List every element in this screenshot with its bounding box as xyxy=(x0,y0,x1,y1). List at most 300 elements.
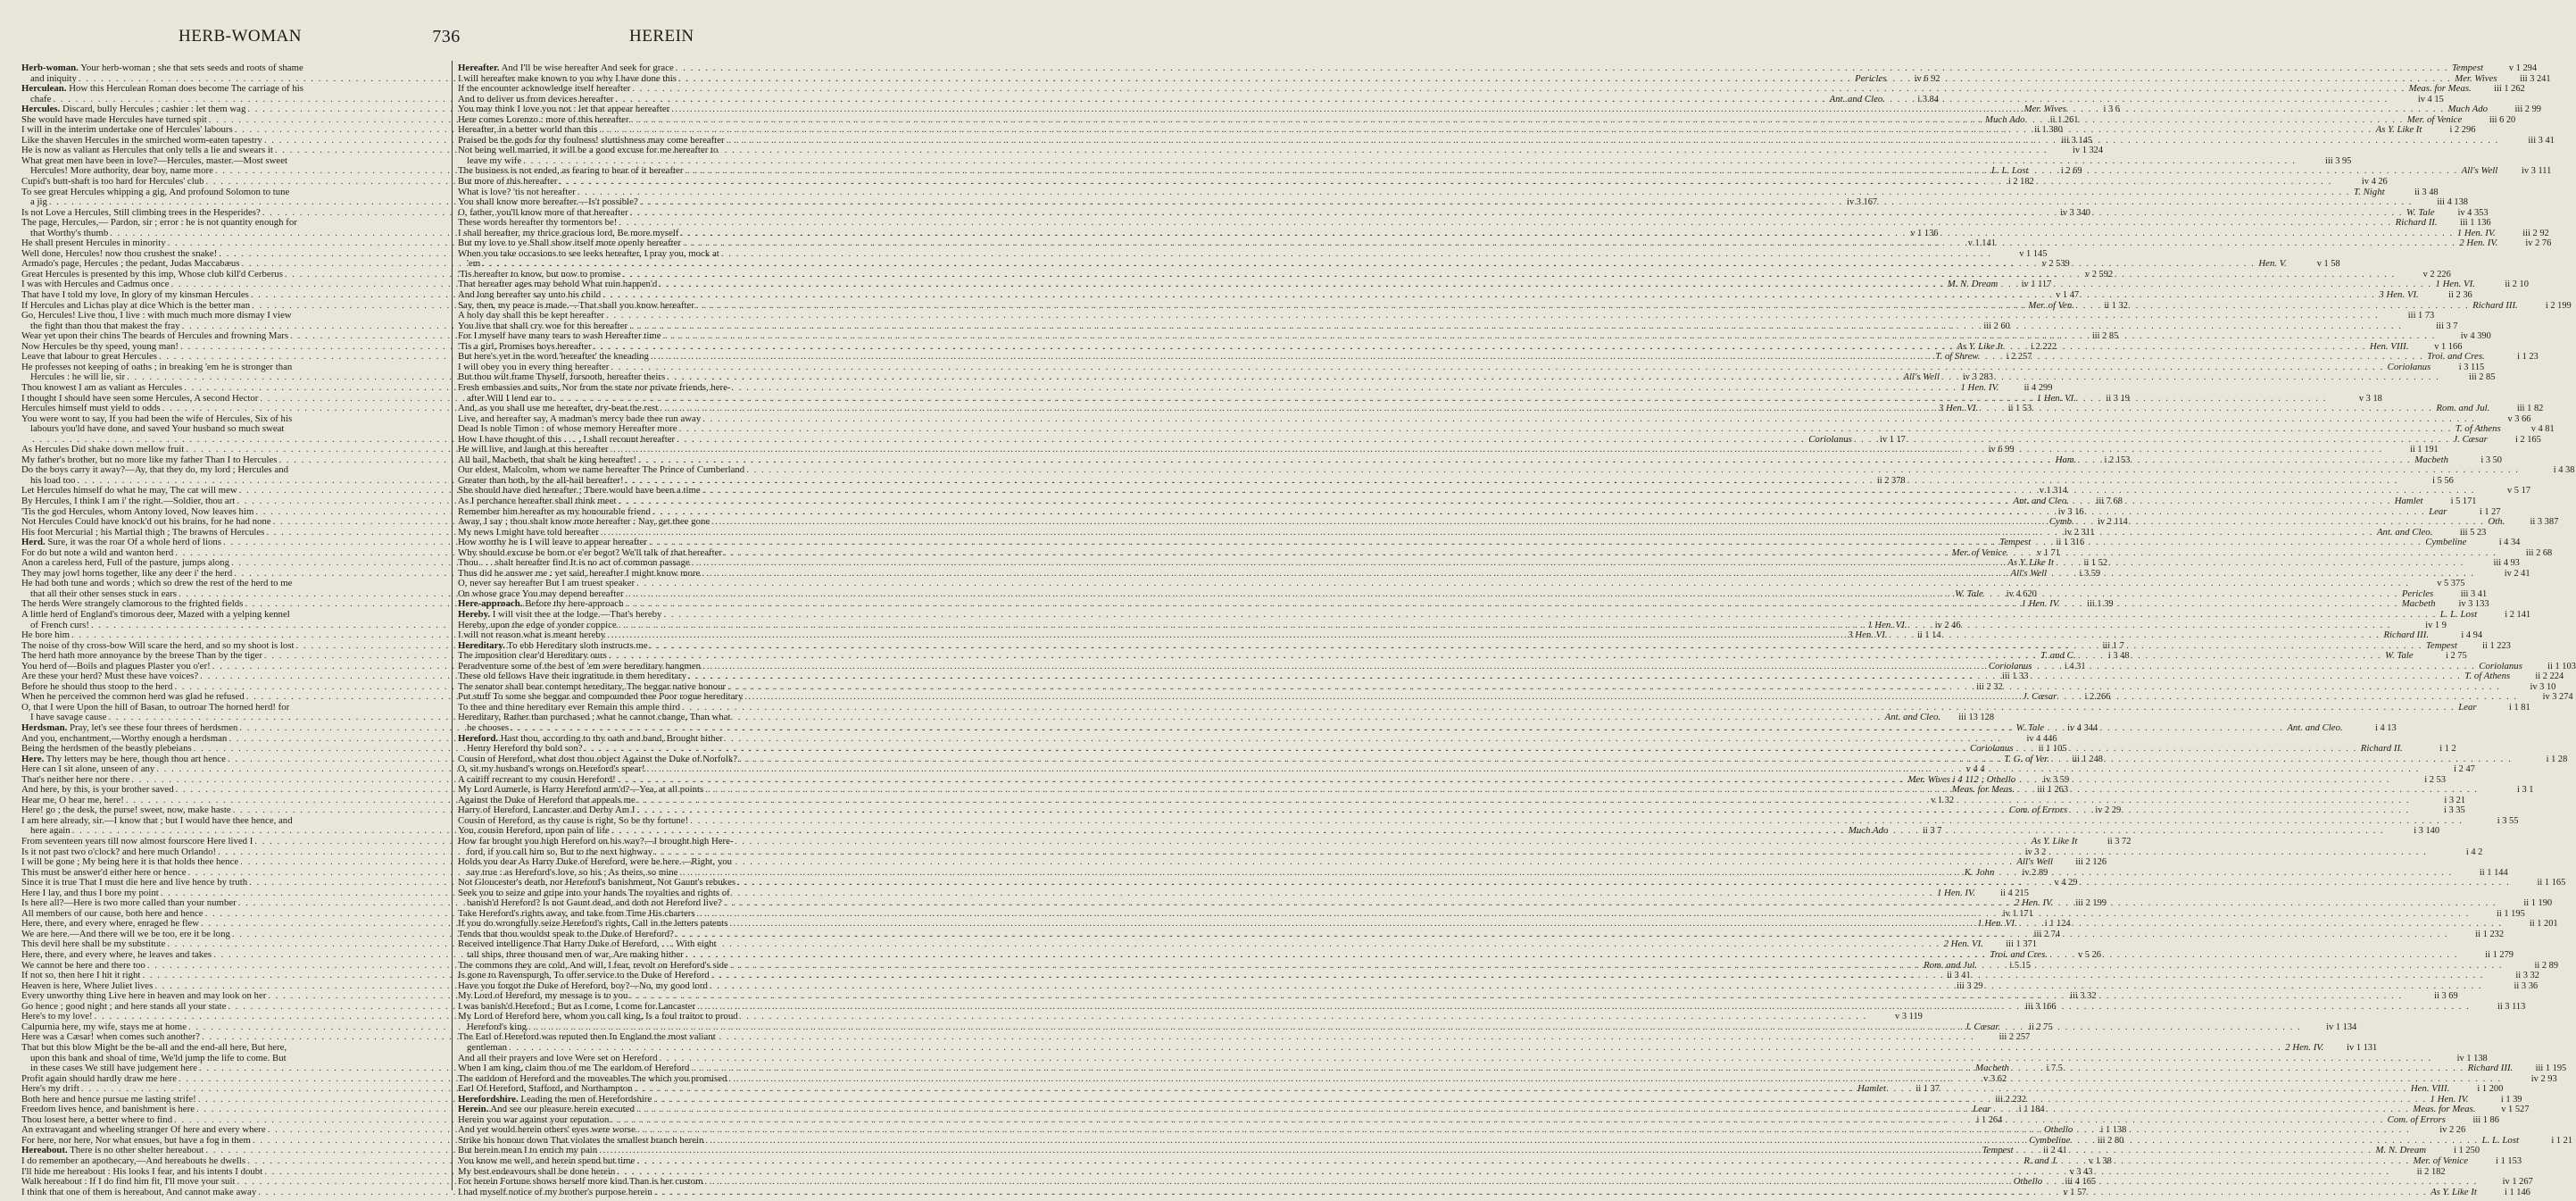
act-scene-line: iv 2 89 xyxy=(2022,867,2048,878)
leader-dots xyxy=(647,538,2423,548)
quotation: the fight than thou that makest the fray xyxy=(30,320,180,331)
act-scene-line: iv 4 26 xyxy=(2361,177,2388,188)
quotation: Not being well married, it will be a good excuse for me hereafter to xyxy=(458,145,719,156)
act-scene-line: i 2 165 xyxy=(2514,434,2541,445)
quotation: But here's yet in the word 'hereafter' the kneading xyxy=(458,351,649,363)
quotation: I will be gone ; My being here it is that holds thee hence xyxy=(21,856,239,868)
act-scene-line: i 2 182 xyxy=(2007,177,2034,188)
play-title: Coriolanus xyxy=(1969,743,2014,755)
act-scene-line: ii 1 105 xyxy=(2038,744,2067,755)
act-scene-line: v 3 66 xyxy=(2507,413,2531,424)
quotation: Fresh embassies and suits, Nor from the state nor private friends, here- xyxy=(458,381,731,393)
play-title: L. L. Lost xyxy=(2481,1134,2520,1146)
act-scene-line: i 1 28 xyxy=(2546,754,2568,764)
act-scene-line: i 2 53 xyxy=(2424,774,2446,785)
quotation: Dead Is noble Timon : of whose memory Hereafter more xyxy=(458,423,677,435)
quotation: O, that I were Upon the hill of Basan, to outroar The horned herd! for xyxy=(21,701,290,713)
act-scene-line: i 1 184 xyxy=(2018,1105,2045,1115)
act-scene-line: i 4 13 xyxy=(2375,723,2397,733)
leader-dots xyxy=(630,84,2406,95)
quotation: chafe xyxy=(30,93,52,104)
play-title: Com. of Errors xyxy=(2387,1113,2446,1125)
act-scene-line: iii 3 32 xyxy=(2070,991,2097,1002)
quotation: And yet would herein others' eyes were worse xyxy=(458,1124,636,1136)
play-title: Ant. and Cleo. xyxy=(2287,722,2343,733)
play-title: Rom. and Jul. xyxy=(2436,403,2490,414)
quotation: This devil here shall be my substitute xyxy=(21,938,166,950)
act-scene-line: iv 1 131 xyxy=(2347,1042,2378,1053)
act-scene-line: i 3 50 xyxy=(2480,455,2502,465)
play-title: Hamlet xyxy=(1857,1083,1886,1095)
quotation: That's neither here nor there xyxy=(21,773,130,785)
play-title: T. of Athens xyxy=(2464,671,2511,682)
quotation: He had both tune and words ; which so drew the rest of the herd to me xyxy=(21,578,293,589)
quotation: If the encounter acknowledge itself hereafter xyxy=(458,83,631,95)
act-scene-line: ii 2 182 xyxy=(2416,1166,2446,1177)
quotation: He is now as valiant as Hercules that only tells a lie and swears it xyxy=(21,145,273,156)
act-scene-line: v 5 26 xyxy=(2078,950,2101,961)
act-scene-line: iii 2 232 xyxy=(1995,1094,2027,1105)
play-title: Richard III. xyxy=(2472,299,2518,311)
act-scene-line: iii 3 95 xyxy=(2324,155,2352,166)
act-scene-line: iv 3 10 xyxy=(2530,681,2556,692)
quotation: And see our pleasure herein executed xyxy=(490,1104,635,1115)
quotation: Greater than both, by the all-hail hereafter! xyxy=(458,474,624,486)
play-title: 1 Hen. IV. xyxy=(2456,227,2496,238)
act-scene-line: iv 2 93 xyxy=(2530,1073,2557,1084)
quotation: He professes not keeping of oaths ; in breaking 'em he is stronger than xyxy=(21,361,293,372)
act-scene-line: iv 4 390 xyxy=(2460,331,2491,342)
act-scene-line: ii 1 201 xyxy=(2529,919,2558,930)
act-scene-line: i 4 38 xyxy=(2553,465,2575,476)
play-title: W. Tale xyxy=(2406,206,2435,218)
act-scene-line: i 3 48 xyxy=(2107,651,2130,662)
play-title: All's Well xyxy=(2010,567,2048,579)
act-scene-line: v 5 375 xyxy=(2437,579,2465,589)
quotation: An extravagant and wheeling stranger Of here and every where xyxy=(21,1124,266,1136)
play-title: Hen. VIII. xyxy=(2369,340,2409,352)
act-scene-line: iv 4 620 xyxy=(2006,588,2037,599)
quotation: Leave that labour to great Hercules xyxy=(21,351,157,363)
play-title: Coriolanus xyxy=(2479,660,2522,671)
leader-dots xyxy=(669,104,2446,115)
act-scene-line: iv 1 17 xyxy=(1879,434,1906,445)
quotation: You shall know more hereafter.—Is't possible? xyxy=(458,196,638,208)
act-scene-line: i 1 138 xyxy=(2100,1125,2127,1136)
play-title: W. Tale xyxy=(2385,650,2414,662)
act-scene-line: i 1 23 xyxy=(2517,352,2539,363)
act-scene-line: i 3 21 xyxy=(2444,795,2466,805)
act-scene-line: i 5 171 xyxy=(2450,496,2477,506)
act-scene-line: iii 3 29 xyxy=(1957,980,1983,991)
leader-dots xyxy=(689,1063,2465,1074)
act-scene-line: i 4 2 xyxy=(2465,847,2483,857)
quotation: Herein you war against your reputation xyxy=(458,1113,610,1125)
quotation: But herein mean I to enrich my pain xyxy=(458,1145,598,1156)
act-scene-line: ii 3 48 xyxy=(2414,187,2439,197)
act-scene-line: iii 2 74 xyxy=(2033,929,2061,939)
quotation: Both here and hence pursue me lasting strife! xyxy=(21,1093,196,1105)
play-title: T. of Athens xyxy=(2455,423,2501,435)
quotation: I will visit thee at the lodge.—That's hereby xyxy=(492,608,662,620)
play-title: Tempest xyxy=(2425,639,2457,651)
act-scene-line: iv 2 26 xyxy=(2439,1125,2466,1136)
act-scene-line: iv 3 59 xyxy=(2043,774,2070,785)
quotation: Since it is true That I must die here and live hence by truth xyxy=(21,877,248,888)
headword: Here-approach. xyxy=(458,598,523,610)
act-scene-line: v 3 43 xyxy=(2069,1166,2093,1177)
quotation: Here was a Cæsar! when comes such another? xyxy=(21,1031,200,1043)
quotation: O, never say hereafter But I am truest speaker xyxy=(458,578,636,589)
quotation: As Hercules Did shake down mellow fruit xyxy=(21,444,185,455)
quotation: I will hereafter make known to you why I have done this xyxy=(458,72,677,84)
leader-dots xyxy=(616,496,2392,507)
act-scene-line: i 3 140 xyxy=(2414,826,2440,837)
play-title: Mer. of Ven. xyxy=(2028,299,2074,311)
act-scene-line: v 4 4 xyxy=(1965,764,1985,775)
quotation-line xyxy=(21,84,445,95)
act-scene-line: ii 1 223 xyxy=(2482,640,2511,651)
quotation: I shall hereafter, my thrice gracious lord, Be more myself xyxy=(458,227,679,238)
play-title: Othello xyxy=(2013,1176,2043,1188)
play-title: J. Cæsar xyxy=(1965,1021,1999,1032)
play-title: 1 Hen. IV. xyxy=(1936,887,1975,898)
quotation: 'em xyxy=(467,258,481,270)
act-scene-line: i 1 264 xyxy=(1976,1114,2003,1125)
play-title: Ant. and Cleo. xyxy=(2013,495,2069,506)
play-title: As Y. Like It xyxy=(2007,557,2055,569)
act-scene-line: i 3 1 xyxy=(2516,785,2534,796)
leader-dots xyxy=(661,610,2438,621)
act-scene-line: ii 1 380 xyxy=(2034,125,2063,136)
quotation: Are these your herd? Must these have voices? xyxy=(21,671,199,682)
quotation: 'Tis the god Hercules, whom Antony loved, Now leaves him xyxy=(21,505,254,517)
act-scene-line: ii 3 19 xyxy=(2106,393,2130,404)
leader-dots xyxy=(674,63,2450,74)
act-scene-line: iii 2 85 xyxy=(2091,331,2119,342)
quotation: Calpurnia here, my wife, stays me at home xyxy=(21,1021,187,1032)
act-scene-line: iii 1 39 xyxy=(2087,599,2114,610)
act-scene-line: i 4 34 xyxy=(2498,538,2521,548)
act-scene-line: ii 2 224 xyxy=(2535,671,2564,682)
quotation: That hereafter ages may behold What ruin happen'd xyxy=(458,279,658,290)
act-scene-line: iii 3 145 xyxy=(2061,135,2093,146)
act-scene-line: i 1 153 xyxy=(2496,1155,2522,1166)
headword: Herefordshire. xyxy=(458,1093,519,1105)
quotation: For herein Fortune shows herself more kind Than is her custom xyxy=(458,1176,703,1188)
quotation: When he perceived the common herd was glad he refused xyxy=(21,691,245,703)
quotation: Against the Duke of Hereford that appeals me xyxy=(458,794,636,805)
quotation: For do but note a wild and wanton herd xyxy=(21,546,174,558)
quotation: My Lord Aumerle, is Harry Hereford arm'd?—Yea, at all points xyxy=(458,784,704,796)
act-scene-line: i 2 199 xyxy=(2545,300,2572,311)
act-scene-line: iv 3 274 xyxy=(2542,692,2573,703)
quotation: He bore him xyxy=(21,630,70,641)
leader-dots xyxy=(665,372,2441,383)
leader-dots xyxy=(725,136,2501,146)
quotation: The senator shall bear contempt hereditary, The beggar native honour xyxy=(458,680,727,692)
quotation: Say, then, my peace is made.—That shall you know hereafter xyxy=(458,299,694,311)
quotation: The imposition clear'd Hereditary ours xyxy=(458,650,607,662)
quotation: banish'd Hereford? Is not Gaunt dead, and doth not Hereford live? xyxy=(467,897,722,909)
quotation: Every unworthy thing Live here in heaven and may look on her xyxy=(21,990,267,1002)
leader-dots xyxy=(509,723,2285,734)
quotation: leave my wife xyxy=(467,154,522,166)
headword: Hereabout. xyxy=(21,1145,68,1156)
act-scene-line: iii 3 166 xyxy=(2024,1001,2057,1012)
play-title: Much Ado xyxy=(2447,104,2488,115)
quotation: The noise of thy cross-bow Will scare the herd, and so my shoot is lost xyxy=(21,639,295,651)
quotation: in these cases We still have judgement here xyxy=(30,1063,197,1074)
play-title: 1 Hen. IV. xyxy=(2021,598,2060,610)
act-scene-line: v 4 29 xyxy=(2054,878,2078,888)
quotation-text xyxy=(21,84,303,95)
act-scene-line: iii 4 93 xyxy=(2493,558,2520,569)
quotation: Thou knowest I am as valiant as Hercules xyxy=(21,381,183,393)
act-scene-line: iii 2 32 xyxy=(1976,681,2003,692)
quotation: of French curs! xyxy=(30,619,89,630)
act-scene-line: iii 2 80 xyxy=(2097,1135,2124,1146)
play-title: 1 Hen. IV. xyxy=(2430,1093,2469,1105)
play-title: Cymbeline xyxy=(2425,537,2467,548)
act-scene-line: iv 4 446 xyxy=(2026,733,2057,744)
leader-dots xyxy=(604,311,2381,321)
quotation: Cupid's butt-shaft is too hard for Hercules' club xyxy=(21,176,204,188)
quotation: For I myself have many tears to wash Hereafter time xyxy=(458,330,661,342)
act-scene-line: i 1 146 xyxy=(2504,1187,2530,1197)
leader-dots xyxy=(583,744,2359,755)
play-title: Macbeth xyxy=(2414,454,2448,465)
quotation: say true : as Hereford's love, so his ; As theirs, so mine xyxy=(467,866,678,878)
act-scene-line: i 3 6 xyxy=(2103,104,2120,115)
quotation: When I am king, claim thou of me The earldom of Hereford xyxy=(458,1063,690,1074)
act-scene-line: iii 1 371 xyxy=(2006,939,2037,950)
act-scene-line: v 1 38 xyxy=(2088,1155,2112,1166)
quotation: You were wont to say, If you had been the wife of Hercules, Six of his xyxy=(21,413,293,424)
leader-dots xyxy=(605,630,2381,641)
quotation: Like the shaven Hercules in the smirched worm-eaten tapestry xyxy=(21,134,262,146)
play-title: Pericles xyxy=(2401,588,2434,599)
quotation: Pray, let's see these four threes of herdsmen xyxy=(70,722,238,733)
quotation: How far brought you high Hereford on his way?—I brought high Here- xyxy=(458,836,734,847)
act-scene-line: iii 1 86 xyxy=(2472,1114,2499,1125)
quotation: We are here.—And there will we be too, ere it be long xyxy=(21,928,230,939)
act-scene-line: ii 2 10 xyxy=(2505,279,2529,290)
quotation: My Lord of Hereford, my message is to you xyxy=(458,990,628,1002)
quotation: Is not Love a Hercules, Still climbing trees in the Hesperides? xyxy=(21,206,261,218)
quotation: Hereford's king xyxy=(467,1021,528,1032)
act-scene-line: i 2 153 xyxy=(2104,455,2131,465)
act-scene-line: i 2 266 xyxy=(2084,692,2111,703)
act-scene-line: iii 1 33 xyxy=(2001,671,2029,682)
quotation: Praised be the gods for thy foulness! sluttishness may come hereafter xyxy=(458,134,725,146)
act-scene-line: iii 1 73 xyxy=(2407,311,2435,321)
quotation: All members of our cause, both here and hence xyxy=(21,907,204,919)
play-title: All's Well xyxy=(2461,165,2498,177)
act-scene-line: i 3 59 xyxy=(2079,568,2101,579)
quotation: Great Hercules is presented by this imp, Whose club kill'd Cerberus xyxy=(21,268,283,279)
quotation: Have you forgot the Duke of Hereford, boy?—No, my good lord xyxy=(458,980,708,991)
quotation: Thou losest here, a better where to find xyxy=(21,1113,173,1125)
act-scene-line: i 5 15 xyxy=(2009,960,2032,971)
quotation: Here's my drift xyxy=(21,1083,79,1095)
play-title: Tempest xyxy=(1982,1145,2014,1156)
quotation: and iniquity xyxy=(30,72,77,84)
quotation: Seek you to seize and gripe into your hands The royalties and rights of xyxy=(458,887,730,898)
act-scene-line: iv 3 340 xyxy=(2059,207,2090,218)
quotation: By Hercules, I think I am i' the right.—Soldier, thou art xyxy=(21,495,236,506)
quotation: What is love? 'tis not hereafter xyxy=(458,186,576,197)
act-scene-line: v 1 57 xyxy=(2063,1187,2087,1197)
quotation: Tends that thou wouldst speak to the Duke of Hereford? xyxy=(458,928,674,939)
act-scene-line: v 1 166 xyxy=(2434,341,2463,352)
quotation: A holy day shall this be kept hereafter xyxy=(458,310,605,321)
leader-dots xyxy=(658,404,2434,414)
leader-dots xyxy=(674,930,2450,940)
leader-dots xyxy=(681,238,2457,249)
quotation: Why should excuse be born or e'er begot? We'll talk of that hereafter xyxy=(458,546,723,558)
play-title: 3 Hen. VI. xyxy=(1938,403,1979,414)
quotation: To ebb Hereditary sloth instructs me xyxy=(507,639,648,651)
header-last-word: HEREIN xyxy=(629,27,694,46)
act-scene-line: ii 4 215 xyxy=(2000,888,2029,898)
headword: Hercules. xyxy=(21,104,61,115)
play-title: Richard II. xyxy=(2395,217,2438,229)
play-title: Rom. and Jul. xyxy=(1924,959,1978,971)
act-scene-line: iv 2 29 xyxy=(2095,805,2122,816)
quotation: Do the boys carry it away?—Ay, that they do, my lord ; Hercules and xyxy=(21,464,289,476)
play-title: Coriolanus xyxy=(1988,660,2032,671)
play-title: Mer. of Venice xyxy=(2413,1155,2469,1166)
play-title: As Y. Like It xyxy=(2031,836,2078,847)
act-scene-line: iii 2 257 xyxy=(1998,1032,2031,1043)
quotation: But thou wilt frame Thyself, forsooth, hereafter theirs xyxy=(458,371,666,383)
quotation: Here! go ; the desk, the purse! sweet, now, make haste xyxy=(21,805,231,816)
quotation: I have savage cause xyxy=(30,712,107,723)
quotation: that all their other senses stuck in ears xyxy=(30,588,178,599)
quotation: This must be answer'd either here or hence xyxy=(21,866,187,878)
quotation: He shall present Hercules in minority xyxy=(21,238,166,249)
act-scene-line: i 2 69 xyxy=(2060,166,2082,177)
headword: Hereditary. xyxy=(458,639,505,651)
play-title: As Y. Like It xyxy=(2431,1186,2477,1197)
play-title: 2 Hen. IV. xyxy=(2285,1041,2324,1053)
quotation: All hail, Macbeth, that shalt be king hereafter! xyxy=(458,454,636,465)
quotation-text xyxy=(30,424,284,435)
quotation: Freedom lives hence, and banishment is here xyxy=(21,1104,195,1115)
quotation: My Lord of Hereford here, whom you call king, Is a foul traitor to proud xyxy=(458,1011,738,1022)
quotation: Go hence ; good night ; and here stands all your state xyxy=(21,1000,227,1012)
play-title: Richard III. xyxy=(2467,1063,2514,1074)
play-title: M. N. Dream xyxy=(2375,1145,2427,1156)
act-scene-line: v 1 294 xyxy=(2508,63,2538,73)
act-scene-line: v 1 58 xyxy=(2316,259,2340,270)
act-scene-line: iii 2 99 xyxy=(2514,104,2541,115)
quotation: Hear me, O hear me, here! xyxy=(21,794,124,805)
leader-dots xyxy=(645,764,2422,775)
act-scene-line: iii 3 7 xyxy=(2436,321,2458,331)
leader-dots xyxy=(710,971,2486,981)
act-scene-line: iv 4 15 xyxy=(2417,94,2444,104)
act-scene-line: iv 3 111 xyxy=(2521,166,2552,177)
act-scene-line: iii 1 248 xyxy=(2072,754,2103,764)
quotation: Cousin of Hereford, what dost thou object Against the Duke of Norfolk? xyxy=(458,753,738,764)
quotation: 'Tis a girl, Promises boys hereafter xyxy=(458,340,592,352)
leader-dots xyxy=(680,703,2456,713)
leader-dots xyxy=(695,1002,2472,1013)
act-scene-line: ii 3 69 xyxy=(2434,991,2458,1002)
headword: Herdsman. xyxy=(21,722,68,733)
quotation: And, as you shall use me hereafter, dry-beat the rest xyxy=(458,403,659,414)
play-title: J. Cæsar xyxy=(2453,433,2488,445)
play-title: Macbeth xyxy=(2401,598,2436,610)
leader-dots xyxy=(638,197,2414,208)
quotation: If Hercules and Lichas play at dice Which is the better man xyxy=(21,299,251,311)
play-title: T. Night xyxy=(2354,186,2385,197)
quotation: I do remember an apothecary,—And hereabouts he dwells xyxy=(21,1155,246,1166)
act-scene-line: ii 2 75 xyxy=(2029,1022,2053,1032)
act-scene-line: i 3 55 xyxy=(2497,815,2519,826)
act-scene-line: iii 4 165 xyxy=(2065,1177,2097,1188)
quotation: his load too xyxy=(30,474,76,486)
play-title: Tempest xyxy=(1999,537,2032,548)
quotation: Remember him hereafter as my honourable friend xyxy=(458,505,651,517)
quotation: Leading the men of Herefordshire xyxy=(520,1093,652,1105)
play-title: 2 Hen. IV. xyxy=(2014,897,2053,909)
play-title: Hen. V. xyxy=(2258,258,2287,270)
act-scene-line: iii 3 241 xyxy=(2519,73,2551,84)
act-scene-line: v 3 62 xyxy=(1983,1073,2007,1084)
act-scene-line: ii 1 195 xyxy=(2497,908,2525,919)
play-title: Mer. Wives xyxy=(2455,72,2497,84)
act-scene-line: iv 6 99 xyxy=(1988,445,2015,455)
quotation: Hereby, upon the edge of yonder coppice xyxy=(458,619,617,630)
quotation: To thee and thine hereditary ever Remain this ample third xyxy=(458,701,680,713)
quotation: But more of this hereafter xyxy=(458,176,558,188)
act-scene-line: ii 1 316 xyxy=(2056,538,2085,548)
quotation: My best endeavours shall be done herein xyxy=(458,1165,616,1177)
act-scene-line: i 1 124 xyxy=(2044,919,2071,930)
play-title: All's Well xyxy=(2016,856,2054,868)
act-scene-line: ii 4 299 xyxy=(2023,382,2053,393)
play-title: Ant. and Cleo. xyxy=(1884,712,1941,723)
quotation: I thought I should have seen some Hercules, A second Hector xyxy=(21,392,259,404)
headword: Herb-woman. xyxy=(21,63,79,73)
quotation: A caitiff recreant to my cousin Hereford! xyxy=(458,773,616,785)
quotation: Harry of Hereford, Lancaster and Derby Am I xyxy=(458,805,636,816)
play-title: Troi. and Cres. xyxy=(1990,949,2048,961)
play-title: 1 Hen. IV. xyxy=(1960,381,1999,393)
play-title: W. Tale xyxy=(2015,722,2045,733)
quotation: And here, by this, is your brother saved xyxy=(21,784,174,796)
quotation: The herds Were strangely clamorous to the frighted fields xyxy=(21,598,244,610)
quotation: Before he should thus stoop to the herd xyxy=(21,680,173,692)
quotation: Is here all?—Here is two more called than your number xyxy=(21,897,237,909)
play-title: Lear xyxy=(2458,701,2477,713)
quotation: She would have made Hercules have turned spit xyxy=(21,113,207,125)
play-title: Much Ado xyxy=(1848,825,1889,837)
quotation: Live, and hereafter say, A madman's mercy bade thee run away xyxy=(458,413,702,424)
leader-dots xyxy=(558,177,2334,188)
quotation: Holds you dear As Harry Duke of Hereford, were he here.—Right, you xyxy=(458,856,733,868)
act-scene-line: i 2 257 xyxy=(2006,352,2032,363)
play-title: L. L. Lost xyxy=(1991,165,2029,177)
quotation-line xyxy=(21,63,445,74)
running-header xyxy=(0,27,893,54)
quotation: Before thy here-approach xyxy=(525,598,624,610)
play-title: T. G. of Ver. xyxy=(2004,753,2049,764)
play-title: Troi. and Cres. xyxy=(2427,351,2485,363)
